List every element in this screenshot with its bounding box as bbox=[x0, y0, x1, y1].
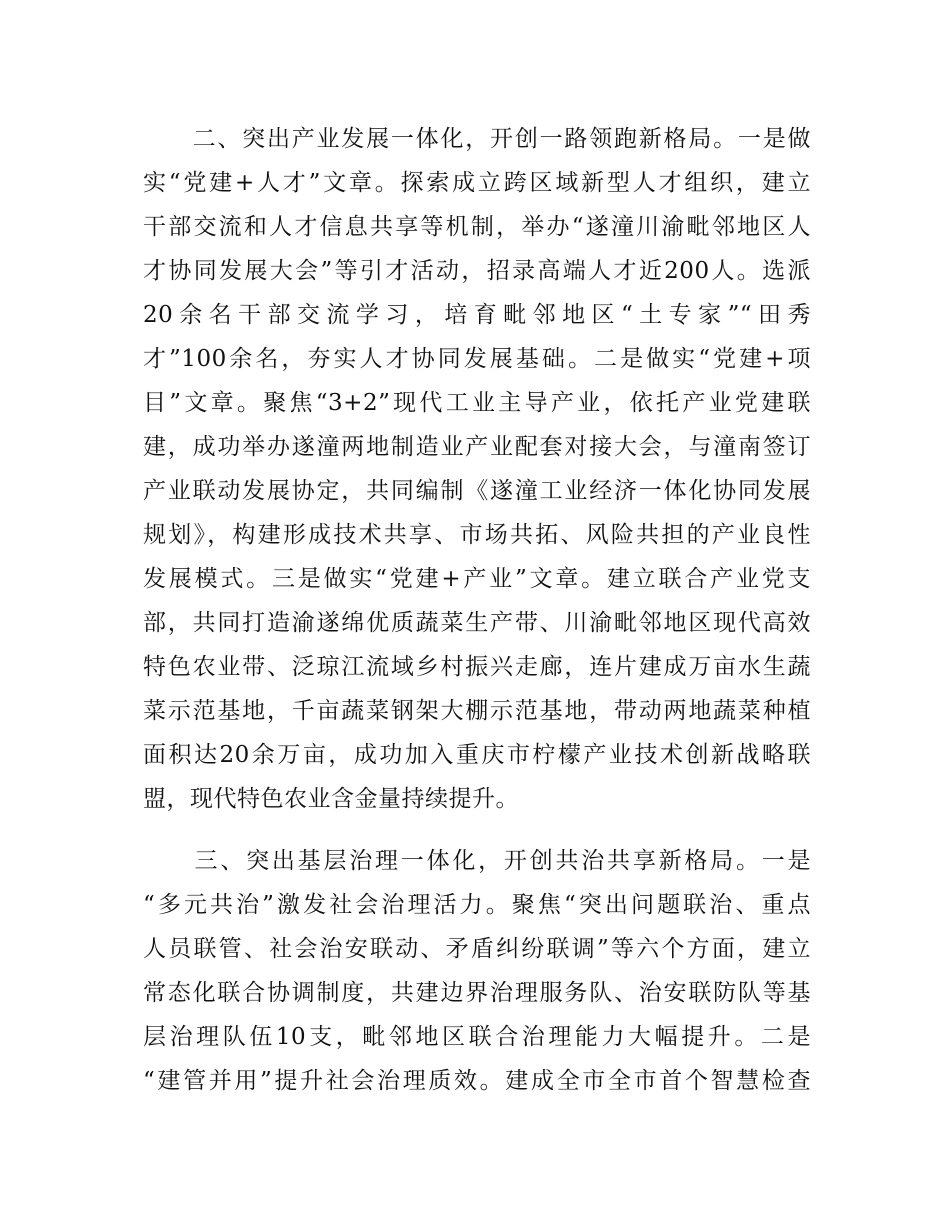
text-line: 盟，现代特色农业含金量持续提升。 bbox=[143, 786, 519, 812]
text-line: “建管并用”提升社会治理质效。建成全市全市首个智慧检查 bbox=[143, 1068, 811, 1094]
document-body bbox=[143, 117, 811, 1103]
text-line: 二、突出产业发展一体化，开创一路领跑新格局。一是做 bbox=[143, 126, 811, 152]
text-line: 部，共同打造渝遂绵优质蔬菜生产带、川渝毗邻地区现代高效 bbox=[143, 610, 811, 636]
paragraph-spacer bbox=[143, 821, 811, 839]
paragraph-governance-integration bbox=[143, 839, 811, 1103]
text-line: 三、突出基层治理一体化，开创共治共享新格局。一是 bbox=[143, 848, 811, 874]
text-line: 目”文章。聚焦“3+2”现代工业主导产业，依托产业党建联 bbox=[143, 390, 811, 416]
text-line: 20余名干部交流学习，培育毗邻地区“土专家”“田秀 bbox=[143, 302, 811, 328]
text-line: 实“党建+人才”文章。探索成立跨区域新型人才组织，建立 bbox=[143, 170, 811, 196]
text-line: 人员联管、社会治安联动、矛盾纠纷联调”等六个方面，建立 bbox=[143, 936, 811, 962]
text-line: 层治理队伍10支，毗邻地区联合治理能力大幅提升。二是 bbox=[143, 1024, 811, 1050]
text-line: 建，成功举办遂潼两地制造业产业配套对接大会，与潼南签订 bbox=[143, 434, 811, 460]
text-line: 才协同发展大会”等引才活动，招录高端人才近200人。选派 bbox=[143, 258, 811, 284]
text-line: 特色农业带、泛琼江流域乡村振兴走廊，连片建成万亩水生蔬 bbox=[143, 654, 811, 680]
text-line: 菜示范基地，千亩蔬菜钢架大棚示范基地，带动两地蔬菜种植 bbox=[143, 698, 811, 724]
text-line: 才”100余名，夯实人才协同发展基础。二是做实“党建+项 bbox=[143, 346, 811, 372]
text-line: 发展模式。三是做实“党建+产业”文章。建立联合产业党支 bbox=[143, 566, 811, 592]
paragraph-industry-integration bbox=[143, 117, 811, 821]
text-line: 干部交流和人才信息共享等机制，举办“遂潼川渝毗邻地区人 bbox=[143, 214, 811, 240]
text-line: 面积达20余万亩，成功加入重庆市柠檬产业技术创新战略联 bbox=[143, 742, 811, 768]
text-line: 规划》，构建形成技术共享、市场共拓、风险共担的产业良性 bbox=[143, 522, 811, 548]
text-line: 产业联动发展协定，共同编制《遂潼工业经济一体化协同发展 bbox=[143, 478, 811, 504]
text-line: 常态化联合协调制度，共建边界治理服务队、治安联防队等基 bbox=[143, 980, 811, 1006]
text-line: “多元共治”激发社会治理活力。聚焦“突出问题联治、重点 bbox=[143, 892, 811, 918]
